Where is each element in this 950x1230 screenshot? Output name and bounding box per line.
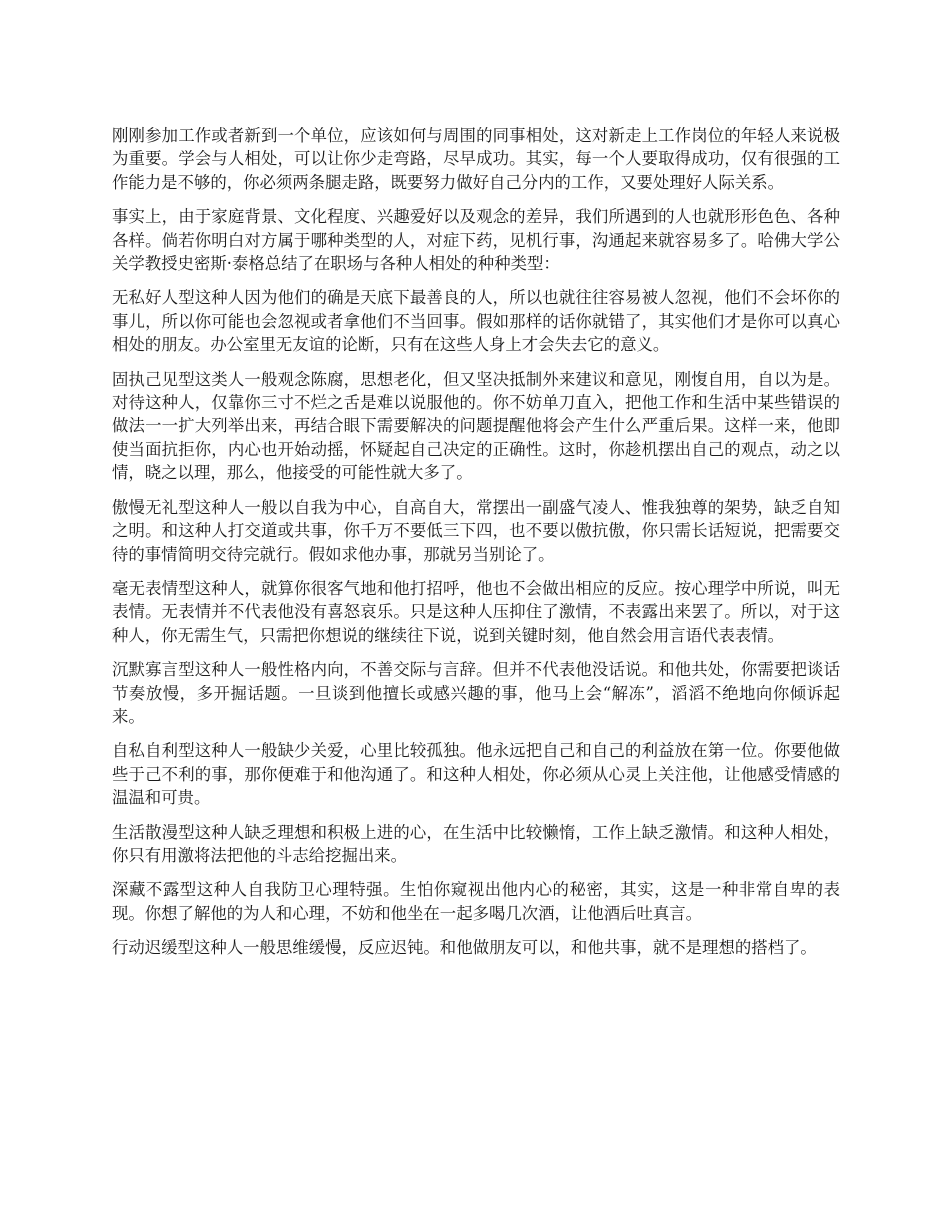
paragraph-selfless-type: 无私好人型这种人因为他们的确是天底下最善良的人，所以也就往往容易被人忽视，他们不会坏你的事儿，所以你可能也会忽视或者拿他们不当回事。假如那样的话你就错了，其实他们才是你可以真心相处的朋友。办公室里无友谊的论断，只有在这些人身上才会失去它的意义。 [112, 288, 840, 355]
paragraph-stubborn-type: 固执己见型这类人一般观念陈腐，思想老化，但又坚决抵制外来建议和意见，刚愎自用，自以为是。对待这种人，仅靠你三寸不烂之舌是难以说服他的。你不妨单刀直入，把他工作和生活中某些错误的做法一一扩大列举出来，再结合眼下需要解决的问题提醒他将会产生什么严重后果。这样一来，他即使当面抗拒你，内心也开始动摇，怀疑起自己决定的正确性。这时，你趁机摆出自己的观点，动之以情，晓之以理，那么，他接受的可能性就大多了。 [112, 369, 840, 483]
paragraph-intro: 刚刚参加工作或者新到一个单位，应该如何与周围的同事相处，这对新走上工作岗位的年轻人来说极为重要。学会与人相处，可以让你少走弯路，尽早成功。其实，每一个人要取得成功，仅有很强的工作能力是不够的，你必须两条腿走路，既要努力做好自己分内的工作，又要处理好人际关系。 [112, 126, 840, 192]
paragraph-selfish-type: 自私自利型这种人一般缺少关爱，心里比较孤独。他永远把自己和自己的利益放在第一位。你要他做些于己不利的事，那你便难于和他沟通了。和这种人相处，你必须从心灵上关注他，让他感受情感的温温和可贵。 [112, 741, 840, 808]
paragraph-background: 事实上，由于家庭背景、文化程度、兴趣爱好以及观念的差异，我们所遇到的人也就形形色色、各种各样。倘若你明白对方属于哪种类型的人，对症下药，见机行事，沟通起来就容易多了。哈佛大学公关学教授史密斯·泰格总结了在职场与各种人相处的种种类型： [112, 207, 840, 274]
paragraph-hidden-type: 深藏不露型这种人自我防卫心理特强。生怕你窥视出他内心的秘密，其实，这是一种非常自卑的表现。你想了解他的为人和心理，不妨和他坐在一起多喝几次酒，让他酒后吐真言。 [112, 880, 840, 923]
paragraph-arrogant-type: 傲慢无礼型这种人一般以自我为中心，自高自大，常摆出一副盛气凌人、惟我独尊的架势，缺乏自知之明。和这种人打交道或共事，你千万不要低三下四，也不要以傲抗傲，你只需长话短说，把需要交待的事情简明交待完就行。假如求他办事，那就另当别论了。 [112, 497, 840, 564]
paragraph-slow-type: 行动迟缓型这种人一般思维缓慢，反应迟钝。和他做朋友可以，和他共事，就不是理想的搭档了。 [112, 938, 817, 958]
document-body [112, 124, 840, 971]
paragraph-expressionless-type: 毫无表情型这种人，就算你很客气地和他打招呼，他也不会做出相应的反应。按心理学中所说，叫无表情。无表情并不代表他没有喜怒哀乐。只是这种人压抑住了激情，不表露出来罢了。所以，对于这种人，你无需生气，只需把你想说的继续往下说，说到关键时刻，他自然会用言语代表表情。 [112, 578, 840, 645]
paragraph-lax-type: 生活散漫型这种人缺乏理想和积极上进的心，在生活中比较懒惰，工作上缺乏激情。和这种人相处，你只有用激将法把他的斗志给挖掘出来。 [112, 822, 840, 865]
paragraph-silent-type: 沉默寡言型这种人一般性格内向，不善交际与言辞。但并不代表他没话说。和他共处，你需要把谈话节奏放慢，多开掘话题。一旦谈到他擅长或感兴趣的事，他马上会“解冻”，滔滔不绝地向你倾诉起来。 [112, 660, 840, 726]
